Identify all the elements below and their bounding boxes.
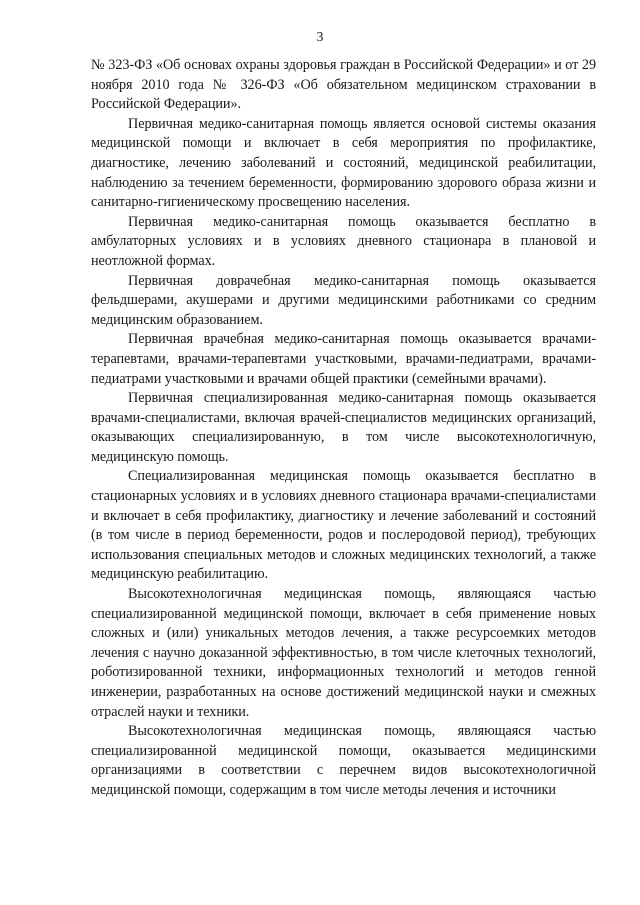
page-number: 3: [316, 29, 324, 44]
paragraph-doctor-care: Первичная врачебная медико-санитарная помощь оказывается врачами-терапевтами, врачами-терапевтами участковыми, врачами-педиатрами, врачами-педиатрами участковыми и врачами общей практики (семейными врачами).: [91, 331, 596, 387]
body-text: [91, 56, 596, 801]
paragraph-primary-care-definition: Первичная медико-санитарная помощь является основой системы оказания медицинской помощи и включает в себя мероприятия по профилактике, диагностике, лечению заболеваний и состояний, медицинской реабилитации, наблюдению за течением беременности, формированию здорового образа жизни и санитарно-гигиеническому просвещению населения.: [91, 115, 596, 211]
paragraph-specialized-primary-care: Первичная специализированная медико-санитарная помощь оказывается врачами-специалистами, включая врачей-специалистов медицинских организаций, оказывающих специализированную, в том числе высокотехнологичную, медицинскую помощь.: [91, 390, 596, 465]
paragraph-specialized-care: Специализированная медицинская помощь оказывается бесплатно в стационарных условиях и в условиях дневного стационара врачами-специалистами и включает в себя профилактику, диагностику и лечение заболеваний и состояний (в том числе в период беременности, родов и послеродовой период), требующих использования специальных методов и сложных медицинских технологий, а также медицинскую реабилитацию.: [91, 468, 596, 583]
paragraph-law-references: № 323-ФЗ «Об основах охраны здоровья граждан в Российской Федерации» и от 29 ноября 2010 года № 326-ФЗ «Об обязательном медицинском страховании в Российской Федерации».: [91, 57, 596, 113]
paragraph-primary-care-free: Первичная медико-санитарная помощь оказывается бесплатно в амбулаторных условиях и в условиях дневного стационара в плановой и неотложной формах.: [91, 213, 596, 269]
paragraph-high-tech-care-providers: Высокотехнологичная медицинская помощь, являющаяся частью специализированной медицинской помощи, оказывается медицинскими организациями в соответствии с перечнем видов высокотехнологичной медицинской помощи, содержащим в том числе методы лечения и источники: [91, 723, 596, 798]
paragraph-high-tech-care: Высокотехнологичная медицинская помощь, являющаяся частью специализированной медицинской помощи, включает в себя применение новых сложных и (или) уникальных методов лечения, а также ресурсоемких методов лечения с научно доказанной эффективностью, в том числе клеточных технологий, роботизированной техники, информационных технологий и методов генной инженерии, разработанных на основе достижений медицинской науки и смежных отраслей науки и техники.: [91, 586, 596, 720]
paragraph-pre-doctor-care: Первичная доврачебная медико-санитарная помощь оказывается фельдшерами, акушерами и другими медицинскими работниками со средним медицинским образованием.: [91, 272, 596, 328]
